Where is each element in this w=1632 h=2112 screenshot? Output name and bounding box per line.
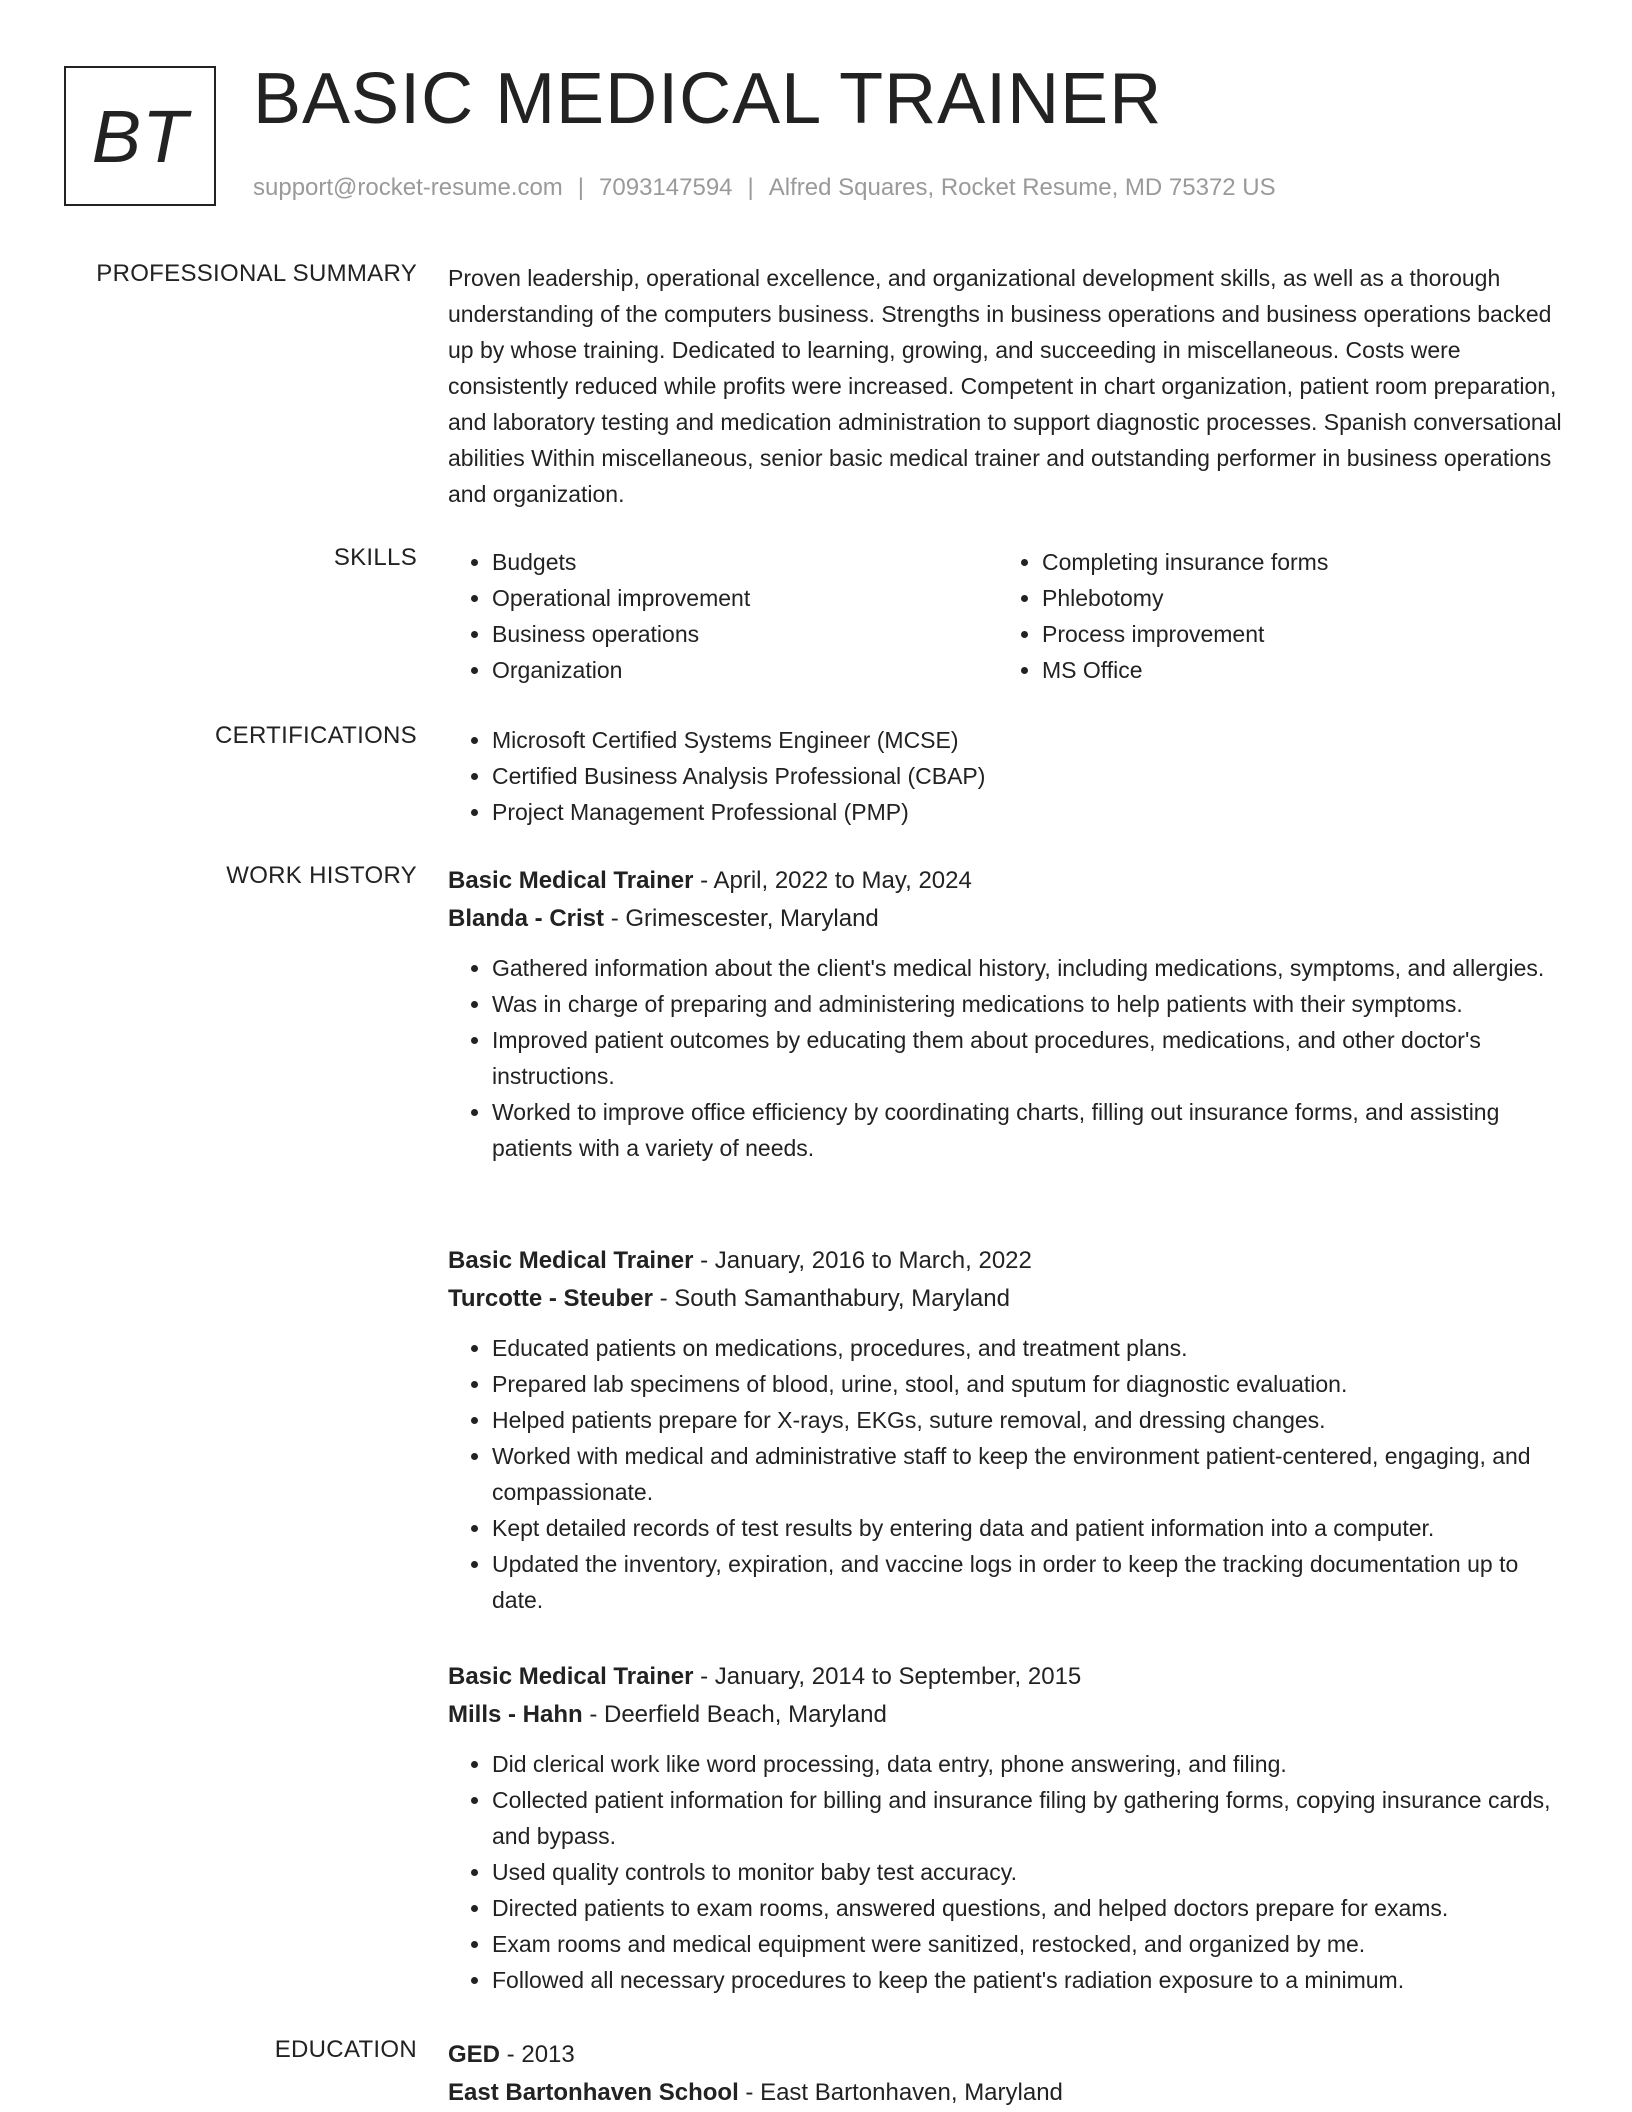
certification-item: • Microsoft Certified Systems Engineer (MCSE) — [492, 722, 1568, 758]
skill-item: • Budgets — [492, 544, 968, 580]
job-location: Deerfield Beach, Maryland — [604, 1701, 887, 1728]
certification-item: • Project Management Professional (PMP) — [492, 794, 1568, 830]
education-location: East Bartonhaven, Maryland — [760, 2079, 1063, 2106]
job-bullet: • Updated the inventory, expiration, and vaccine logs in order to keep the tracking documentation up to date. — [492, 1546, 1568, 1618]
section-body — [448, 722, 1568, 830]
job-title-line: Basic Medical Trainer - January, 2016 to March, 2022 — [448, 1247, 1032, 1274]
job-bullet: • Directed patients to exam rooms, answered questions, and helped doctors prepare for exams. — [492, 1890, 1568, 1926]
skill-item: • Phlebotomy — [1042, 580, 1518, 616]
job-role: Basic Medical Trainer — [448, 1247, 694, 1274]
certification-item: • Certified Business Analysis Professional (CBAP) — [492, 758, 1568, 794]
contact-phone[interactable]: 7093147594 — [599, 174, 733, 201]
section-title: PROFESSIONAL SUMMARY — [96, 260, 417, 287]
contact-address: Alfred Squares, Rocket Resume, MD 75372 US — [768, 174, 1276, 201]
job-bullet: • Improved patient outcomes by educating them about procedures, medications, and other doctor's instructions. — [492, 1022, 1568, 1094]
job-bullet: • Educated patients on medications, procedures, and treatment plans. — [492, 1330, 1568, 1366]
contact-separator: | — [747, 174, 754, 201]
job-company: Blanda - Crist — [448, 905, 605, 932]
job-title-line: Basic Medical Trainer - April, 2022 to May, 2024 — [448, 867, 972, 894]
skills-column-left — [448, 544, 968, 688]
job-bullet: • Worked with medical and administrative staff to keep the environment patient-centered, engaging, and compassionate. — [492, 1438, 1568, 1510]
job-company-line: Mills - Hahn - Deerfield Beach, Maryland — [448, 1701, 887, 1728]
section-body — [448, 260, 1568, 512]
education-school-line: East Bartonhaven School - East Bartonhaven, Maryland — [448, 2079, 1063, 2106]
job-bullet: • Gathered information about the client's medical history, including medications, symptoms, and allergies. — [492, 950, 1568, 986]
job-bullet: • Exam rooms and medical equipment were sanitized, restocked, and organized by me. — [492, 1926, 1568, 1962]
resume-header — [64, 59, 1584, 212]
job-dates: January, 2014 to September, 2015 — [714, 1663, 1082, 1690]
candidate-name: BASIC MEDICAL TRAINER — [253, 59, 1163, 139]
job-bullet: • Kept detailed records of test results by entering data and patient information into a computer. — [492, 1510, 1568, 1546]
section-title: WORK HISTORY — [226, 862, 417, 889]
summary-text: Proven leadership, operational excellence, and organizational development skills, as well as a thorough understanding of the computers business. Strengths in business operations and business operations backed up by whose training. Dedicated to learning, growing, and succeeding in miscellaneous. Costs were consistently reduced while profits were increased. Competent in chart organization, patient room preparation, and laboratory testing and medication administration to support diagnostic processes. Spanish conversational abilities Within miscellaneous, senior basic medical trainer and outstanding performer in business operations and organization. — [448, 265, 1562, 507]
education-degree-line: GED - 2013 — [448, 2041, 575, 2068]
job-title-line: Basic Medical Trainer - January, 2014 to September, 2015 — [448, 1663, 1082, 1690]
job-role: Basic Medical Trainer — [448, 867, 694, 894]
job-bullet: • Helped patients prepare for X-rays, EKGs, suture removal, and dressing changes. — [492, 1402, 1568, 1438]
section-title: CERTIFICATIONS — [215, 722, 417, 749]
skill-item: • Operational improvement — [492, 580, 968, 616]
job-bullet: • Was in charge of preparing and administering medications to help patients with their symptoms. — [492, 986, 1568, 1022]
skill-item: • Completing insurance forms — [1042, 544, 1518, 580]
job-company: Turcotte - Steuber — [448, 1285, 653, 1312]
job-company: Mills - Hahn — [448, 1701, 583, 1728]
skill-item: • Process improvement — [1042, 616, 1518, 652]
job-company-line: Turcotte - Steuber - South Samanthabury, Maryland — [448, 1285, 1010, 1312]
job-body — [448, 1242, 1568, 1618]
job-bullet: • Worked to improve office efficiency by coordinating charts, filling out insurance forms, and assisting patients with a variety of needs. — [492, 1094, 1568, 1166]
education-degree: GED — [448, 2041, 501, 2068]
job-bullet: • Followed all necessary procedures to keep the patient's radiation exposure to a minimum. — [492, 1962, 1568, 1998]
skill-item: • MS Office — [1042, 652, 1518, 688]
contact-line — [253, 174, 1276, 202]
job-location: Grimescester, Maryland — [625, 905, 879, 932]
job-bullet: • Used quality controls to monitor baby test accuracy. — [492, 1854, 1568, 1890]
section-body — [448, 2036, 1568, 2112]
job-role: Basic Medical Trainer — [448, 1663, 694, 1690]
contact-email[interactable]: support@rocket-resume.com — [253, 174, 563, 201]
job-bullet: • Prepared lab specimens of blood, urine, stool, and sputum for diagnostic evaluation. — [492, 1366, 1568, 1402]
education-school: East Bartonhaven School — [448, 2079, 739, 2106]
job-body — [448, 862, 1568, 1166]
job-bullet: • Did clerical work like word processing, data entry, phone answering, and filing. — [492, 1746, 1568, 1782]
job-body — [448, 1658, 1568, 1998]
skill-item: • Organization — [492, 652, 968, 688]
job-bullet: • Collected patient information for billing and insurance filing by gathering forms, copying insurance cards, and bypass. — [492, 1782, 1568, 1854]
job-company-line: Blanda - Crist - Grimescester, Maryland — [448, 905, 879, 932]
section-title: EDUCATION — [274, 2036, 417, 2063]
skill-item: • Business operations — [492, 616, 968, 652]
job-dates: April, 2022 to May, 2024 — [713, 867, 972, 894]
contact-separator: | — [577, 174, 585, 201]
skills-column-right — [998, 544, 1518, 688]
job-location: South Samanthabury, Maryland — [674, 1285, 1010, 1312]
education-year: 2013 — [521, 2041, 575, 2068]
monogram-logo: BT — [64, 66, 216, 206]
job-dates: January, 2016 to March, 2022 — [714, 1247, 1032, 1274]
section-title: SKILLS — [333, 544, 417, 571]
